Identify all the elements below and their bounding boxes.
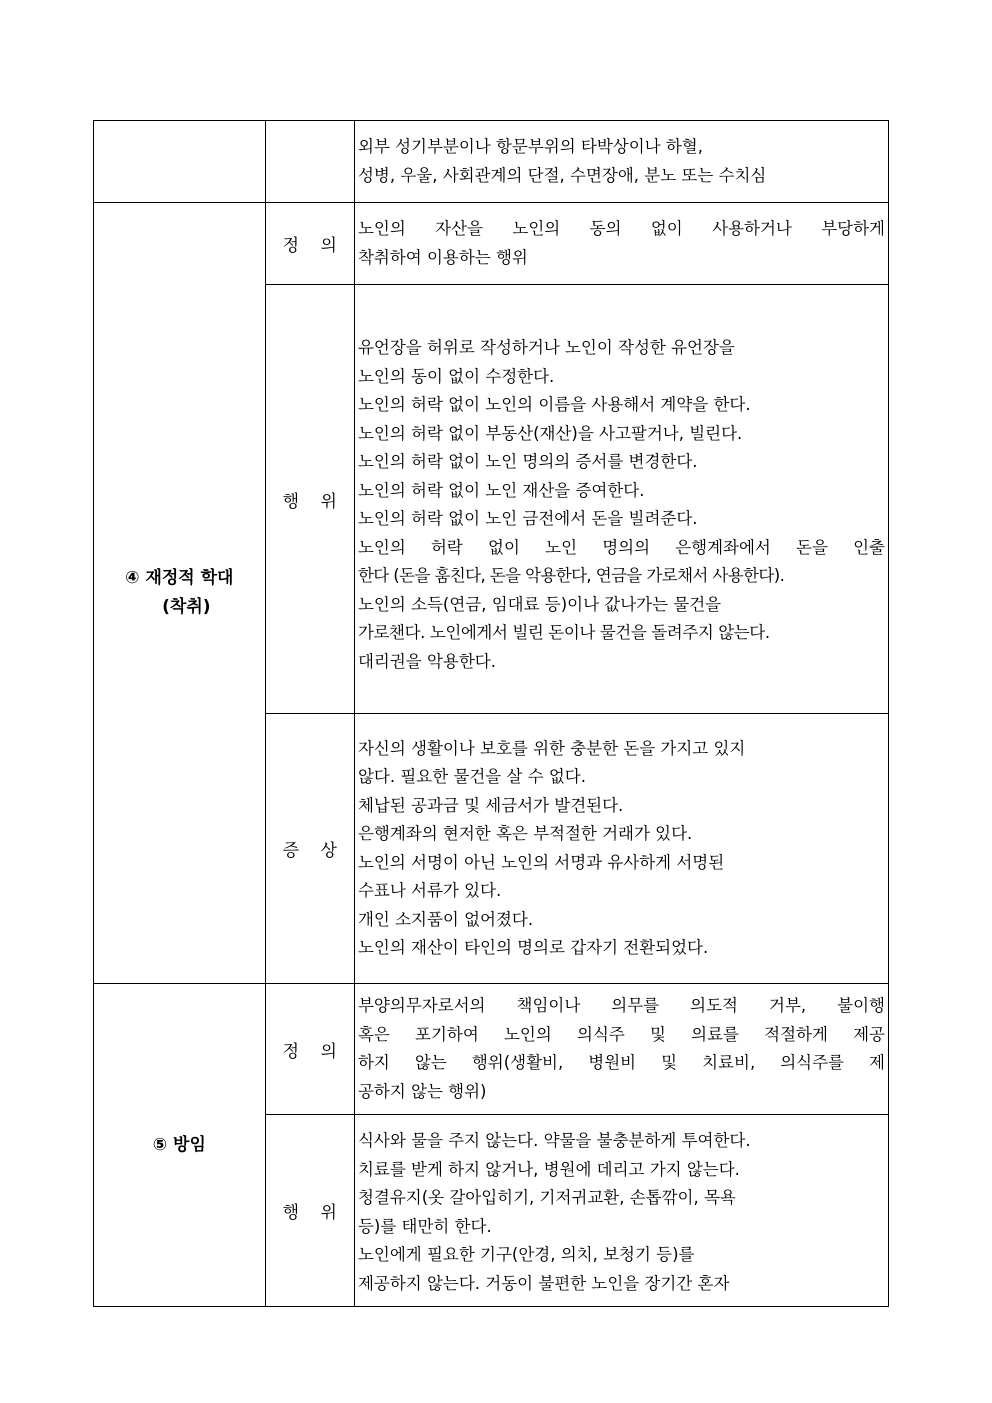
content-line: 외부 성기부분이나 항문부위의 타박상이나 하혈, (357, 137, 703, 156)
category-cell-empty (94, 121, 266, 203)
subcategory-cell-empty (265, 121, 354, 203)
content-cell (354, 285, 888, 714)
category-neglect (94, 984, 266, 1307)
content-cell (354, 1115, 888, 1307)
content-line: 노인의 서명이 아닌 노인의 서명과 유사하게 서명된 (357, 852, 725, 872)
category-title: ⑤ 방임 (152, 1134, 206, 1155)
content-line: 유언장을 허위로 작성하거나 노인이 작성한 유언장을 (357, 338, 735, 357)
table-row (94, 203, 889, 285)
content-line: 부양의무자로서의 책임이나 의무를 의도적 거부, 불이행 (357, 996, 885, 1015)
content-line: 제공하지 않는다. 거동이 불편한 노인을 장기간 혼자 (357, 1273, 730, 1293)
content-line: 노인에게 필요한 기구(안경, 의치, 보청기 등)를 (357, 1245, 695, 1264)
content-line: 대리권을 악용한다. (357, 651, 496, 671)
table-row (94, 121, 889, 203)
content-line: 등)를 태만히 한다. (357, 1216, 492, 1236)
subcategory-behavior: 행 위 (265, 1115, 354, 1307)
content-line: 노인의 허락 없이 노인 금전에서 돈을 빌려준다. (357, 509, 698, 528)
content-line: 혹은 포기하여 노인의 의식주 및 의료를 적절하게 제공 (357, 1024, 885, 1044)
content-line: 개인 소지품이 없어졌다. (357, 909, 534, 929)
content-line: 하지 않는 행위(생활비, 병원비 및 치료비, 의식주를 제 (357, 1053, 885, 1072)
category-financial-abuse (94, 203, 266, 984)
content-line: 노인의 재산이 타인의 명의로 갑자기 전환되었다. (357, 938, 709, 957)
content-line: 성병, 우울, 사회관계의 단절, 수면장애, 분노 또는 수치심 (357, 165, 767, 185)
content-cell (354, 714, 888, 984)
content-line: 치료를 받게 하지 않거나, 병원에 데리고 가지 않는다. (357, 1159, 740, 1179)
subcategory-definition: 정 의 (265, 984, 354, 1115)
content-line: 않다. 필요한 물건을 살 수 없다. (357, 767, 586, 786)
abuse-types-table (93, 120, 889, 1307)
content-line: 착취하여 이용하는 행위 (357, 247, 528, 267)
content-cell (354, 984, 888, 1115)
content-line: 자신의 생활이나 보호를 위한 충분한 돈을 가지고 있지 (357, 738, 746, 758)
content-line: 노인의 자산을 노인의 동의 없이 사용하거나 부당하게 (357, 219, 885, 238)
content-line: 노인의 소득(연금, 임대료 등)이나 값나가는 물건을 (357, 594, 722, 614)
subcategory-definition: 정 의 (265, 203, 354, 285)
content-line: 노인의 허락 없이 노인 명의의 은행계좌에서 돈을 인출 (357, 537, 885, 557)
category-subtitle: (착취) (162, 597, 211, 617)
content-line: 노인의 허락 없이 부동산(재산)을 사고팔거나, 빌린다. (357, 423, 743, 443)
content-line: 한다 (돈을 훔친다, 돈을 악용한다, 연금을 가로채서 사용한다). (357, 566, 785, 585)
content-line: 공하지 않는 행위) (357, 1081, 487, 1101)
content-line: 노인의 허락 없이 노인 명의의 증서를 변경한다. (357, 452, 698, 471)
content-line: 수표나 서류가 있다. (357, 881, 502, 900)
subcategory-symptom: 증 상 (265, 714, 354, 984)
subcategory-behavior: 행 위 (265, 285, 354, 714)
content-cell (354, 121, 888, 203)
content-line: 체납된 공과금 및 세금서가 발견된다. (357, 795, 624, 815)
content-line: 은행계좌의 현저한 혹은 부적절한 거래가 있다. (357, 824, 693, 843)
content-line: 노인의 허락 없이 노인 재산을 증여한다. (357, 480, 645, 500)
content-cell (354, 203, 888, 285)
content-line: 노인의 동이 없이 수정한다. (357, 366, 555, 386)
content-line: 식사와 물을 주지 않는다. 약물을 불충분하게 투여한다. (357, 1131, 751, 1150)
category-title: ④ 재정적 학대 (125, 568, 234, 588)
content-line: 가로챈다. 노인에게서 빌린 돈이나 물건을 돌려주지 않는다. (357, 623, 770, 642)
content-line: 노인의 허락 없이 노인의 이름을 사용해서 계약을 한다. (357, 395, 751, 414)
content-line: 청결유지(옷 갈아입히기, 기저귀교환, 손톱깎이, 목욕 (357, 1188, 736, 1207)
table-row (94, 984, 889, 1115)
